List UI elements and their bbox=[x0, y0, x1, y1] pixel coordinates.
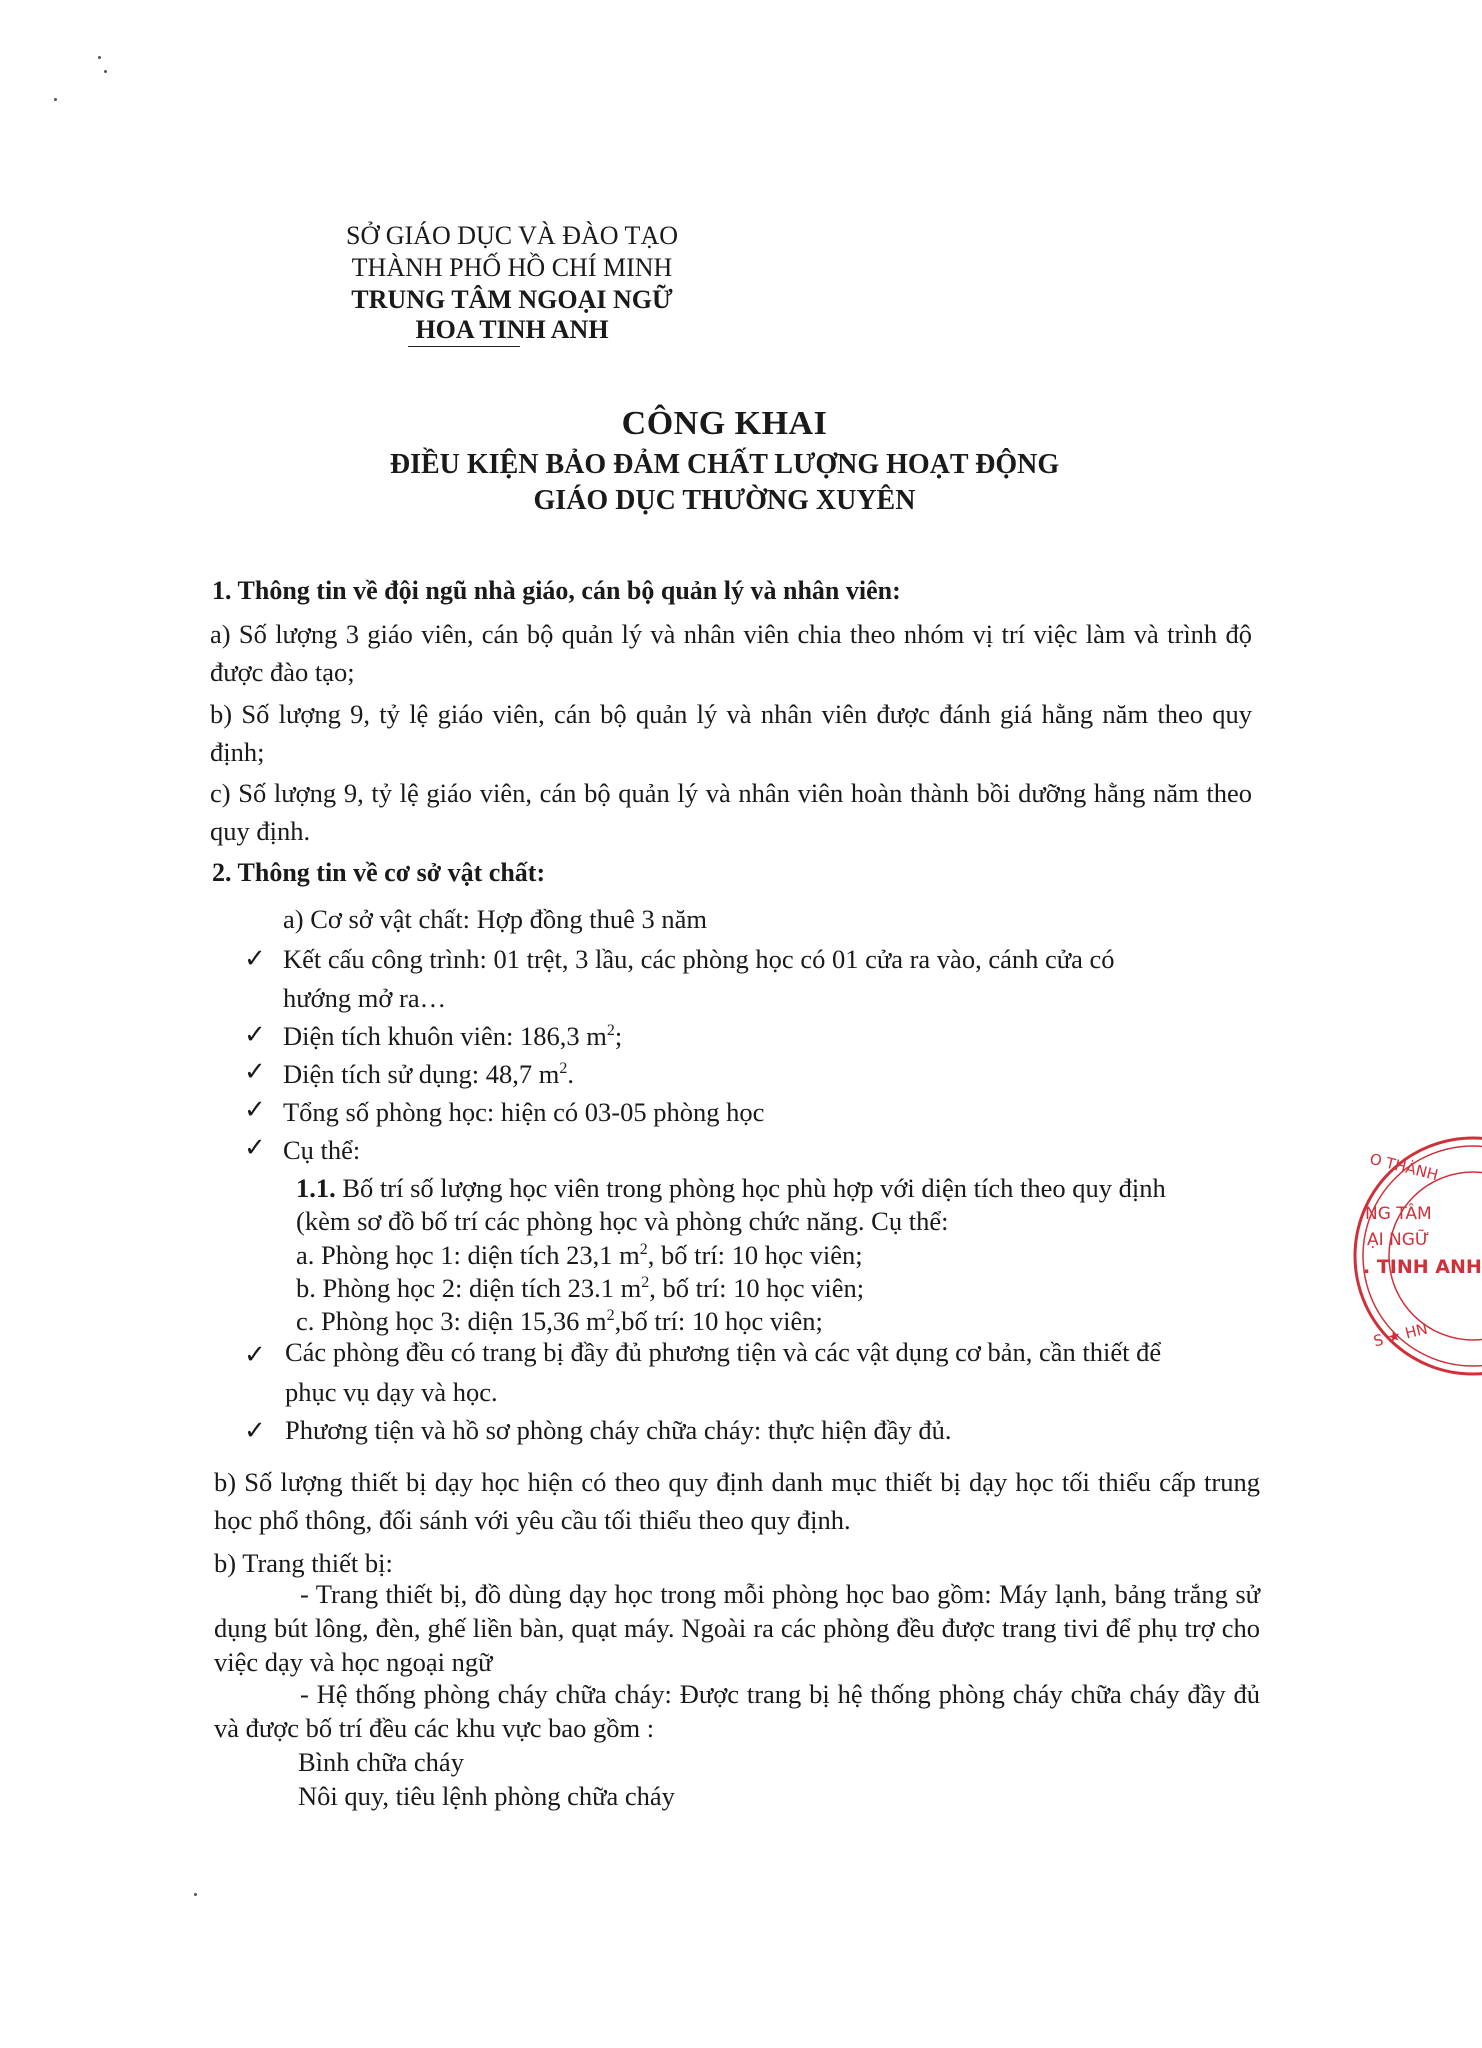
scan-speck bbox=[98, 56, 101, 59]
checkmark-icon: ✓ bbox=[244, 1095, 266, 1124]
checkmark-icon: ✓ bbox=[244, 1133, 266, 1162]
room-3: c. Phòng học 3: diện 15,36 $m^2,bố$ trí: 10 học viên; bbox=[296, 1306, 823, 1336]
section1-item-c: c) Số lượng 9, tỷ lệ giáo viên, cán bộ quản lý và nhân viên hoàn thành bồi dưỡng hằng năm theo quy định. bbox=[210, 778, 1252, 846]
document-title: CÔNG KHAI bbox=[621, 405, 828, 442]
header-underline bbox=[408, 346, 520, 347]
checkmark-icon: ✓ bbox=[244, 1416, 266, 1445]
section1-heading: 1. Thông tin về đội ngũ nhà giáo, cán bộ quản lý và nhân viên: bbox=[212, 576, 901, 605]
scan-speck bbox=[104, 70, 107, 73]
official-seal-stamp: O THÀNH NG TÂM ẠI NGỮ . TINH ANH S ★ HN bbox=[1345, 1128, 1475, 1388]
bullet-details: Cụ thể: bbox=[283, 1135, 361, 1165]
checkmark-icon: ✓ bbox=[244, 944, 266, 973]
bullet-equipment-line1: Các phòng đều có trang bị đầy đủ phương tiện và các vật dụng cơ bản, cần thiết để bbox=[285, 1337, 1162, 1367]
equipment-item-regulations: Nôi quy, tiêu lệnh phòng chữa cháy bbox=[298, 1781, 675, 1811]
header-city: THÀNH PHỐ HỒ CHÍ MINH bbox=[351, 253, 673, 282]
teaching-equipment-paragraph: b) Số lượng thiết bị dạy học hiện có theo quy định danh mục thiết bị dạy học tối thiểu cấp trung học phổ thông, đối sánh với yêu cầu tối thiểu theo quy định. bbox=[214, 1467, 1260, 1535]
room-1: a. Phòng học 1: diện tích 23,1 $m^2$, bố trí: 10 học viên; bbox=[296, 1240, 863, 1270]
bullet-equipment-line2: phục vụ dạy và học. bbox=[285, 1377, 498, 1407]
equipment-classroom-paragraph: - Trang thiết bị, đồ dùng dạy học trong mỗi phòng học bao gồm: Máy lạnh, bảng trắng sử dụng bút lông, đèn, ghế liền bàn, quạt máy. Ngoài ra các phòng đều được trang tivi để phụ trợ cho việc dạy và học ngoại ngữ bbox=[214, 1579, 1260, 1677]
facility-intro: a) Cơ sở vật chất: Hợp đồng thuê 3 năm bbox=[283, 904, 707, 934]
checkmark-icon: ✓ bbox=[244, 1057, 266, 1086]
document-subtitle-1: ĐIỀU KIỆN BẢO ĐẢM CHẤT LƯỢNG HOẠT ĐỘNG bbox=[389, 449, 1060, 480]
section1-item-b: b) Số lượng 9, tỷ lệ giáo viên, cán bộ quản lý và nhân viên được đánh giá hằng năm theo quy định; bbox=[210, 699, 1252, 767]
equipment-heading: b) Trang thiết bị: bbox=[214, 1548, 393, 1578]
scan-speck bbox=[54, 98, 57, 101]
scan-speck bbox=[194, 1893, 197, 1896]
checkmark-icon: ✓ bbox=[244, 1340, 266, 1369]
header-department: SỞ GIÁO DỤC VÀ ĐÀO TẠO bbox=[346, 221, 678, 250]
bullet-usable-area: Diện tích sử dụng: 48,7 $m^2$. bbox=[283, 1059, 575, 1089]
section1-item-a: a) Số lượng 3 giáo viên, cán bộ quản lý và nhân viên chia theo nhóm vị trí việc làm và trình độ được đào tạo; bbox=[210, 619, 1252, 687]
checkmark-icon: ✓ bbox=[244, 1020, 266, 1049]
subsection-1-1-line1: 1.1. Bố trí số lượng học viên trong phòng học phù hợp với diện tích theo quy định bbox=[296, 1173, 1166, 1203]
document-subtitle-2: GIÁO DỤC THƯỜNG XUYÊN bbox=[533, 485, 916, 516]
bullet-room-count: Tổng số phòng học: hiện có 03-05 phòng học bbox=[283, 1097, 765, 1127]
subsection-1-1-line2: (kèm sơ đồ bố trí các phòng học và phòng chức năng. Cụ thể: bbox=[296, 1206, 949, 1236]
section2-heading: 2. Thông tin về cơ sở vật chất: bbox=[212, 858, 546, 887]
bullet-campus-area: Diện tích khuôn viên: 186,3 $m^2$; bbox=[283, 1021, 623, 1051]
header-center-name: TRUNG TÂM NGOẠI NGỮ bbox=[351, 285, 673, 314]
header-center-subname: HOA TINH ANH bbox=[415, 315, 609, 344]
fire-system-paragraph: - Hệ thống phòng cháy chữa cháy: Được trang bị hệ thống phòng cháy chữa cháy đầy đủ và được bố trí đều các khu vực bao gồm : bbox=[214, 1679, 1260, 1743]
bullet-fire-safety: Phương tiện và hồ sơ phòng cháy chữa cháy: thực hiện đầy đủ. bbox=[285, 1415, 952, 1445]
bullet-structure-line2: hướng mở ra… bbox=[283, 983, 447, 1013]
bullet-structure-line1: Kết cấu công trình: 01 trệt, 3 lầu, các phòng học có 01 cửa ra vào, cánh cửa có bbox=[283, 944, 1115, 974]
equipment-item-extinguisher: Bình chữa cháy bbox=[298, 1747, 464, 1777]
room-2: b. Phòng học 2: diện tích 23.1 $m^2$, bố trí: 10 học viên; bbox=[296, 1273, 865, 1303]
